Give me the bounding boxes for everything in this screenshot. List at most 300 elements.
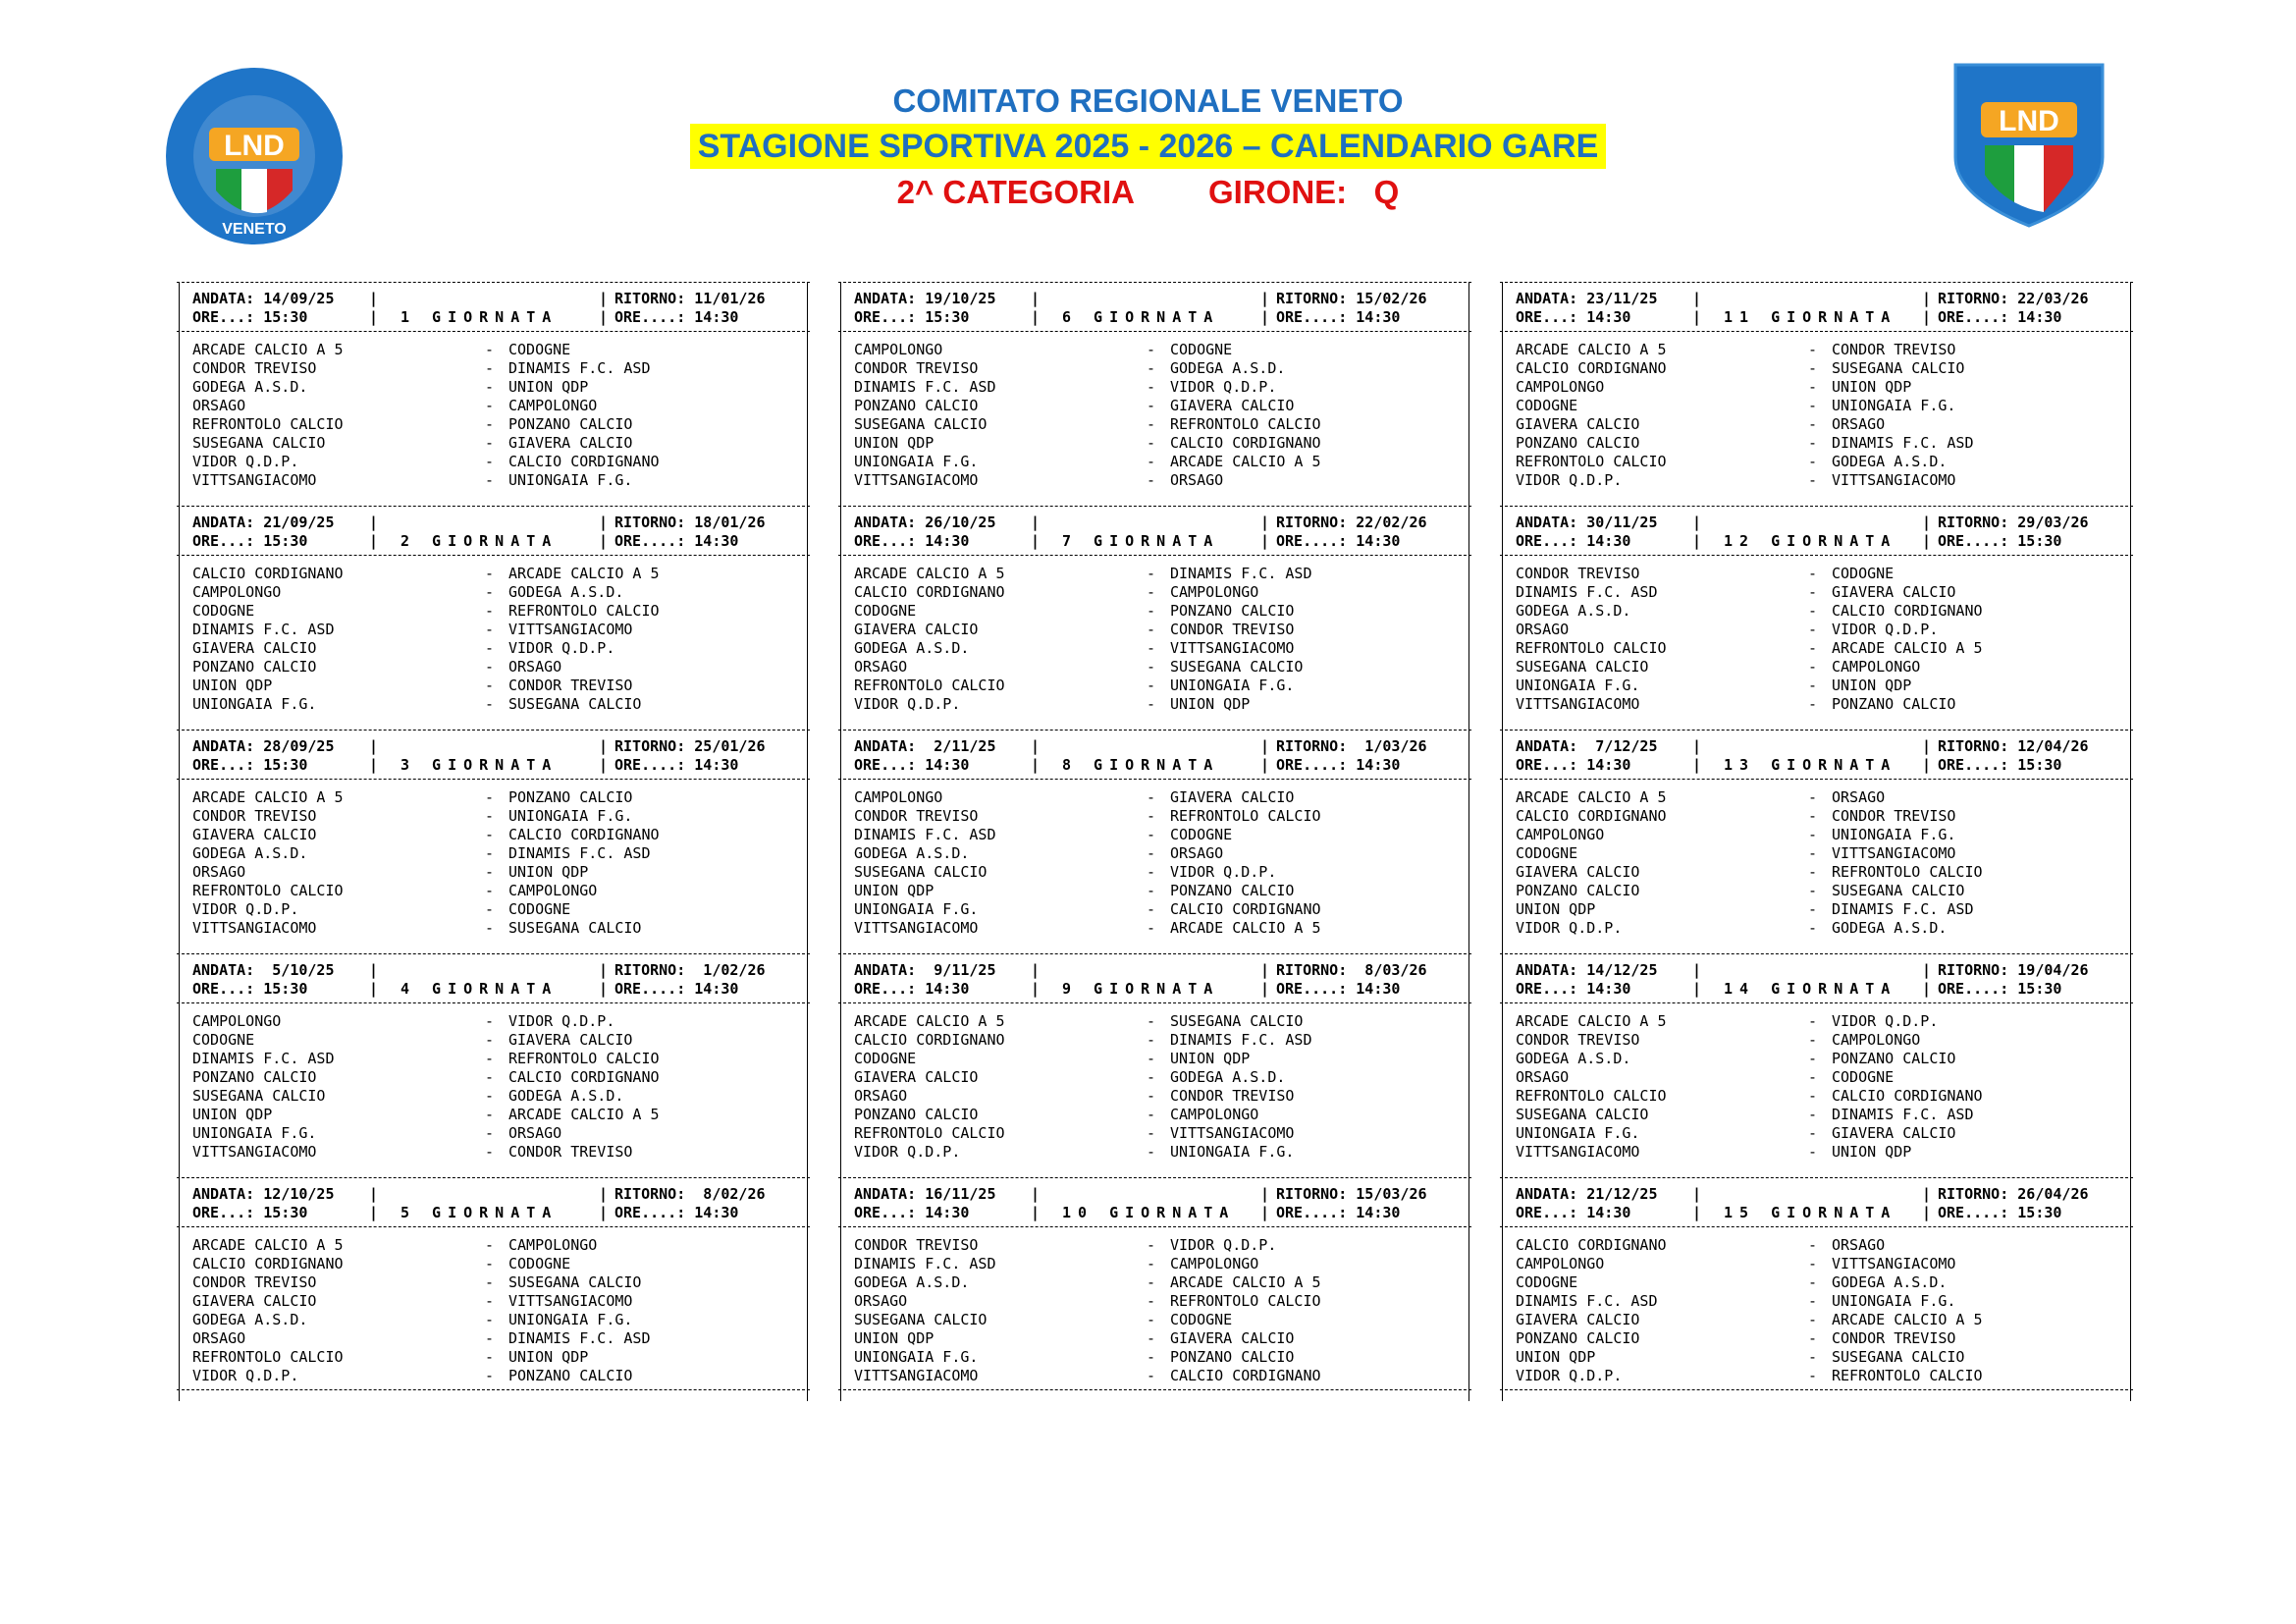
home-team: DINAMIS F.C. ASD	[1516, 1292, 1658, 1310]
match-row: CAMPOLONGO - UNION QDP	[1516, 378, 1912, 396]
home-team: CODOGNE	[1516, 844, 1578, 862]
home-team: CALCIO CORDIGNANO	[854, 1031, 1005, 1049]
match-row: ARCADE CALCIO A 5 - PONZANO CALCIO	[192, 788, 633, 806]
home-team: ARCADE CALCIO A 5	[192, 341, 344, 358]
home-team: CONDOR TREVISO	[1516, 1031, 1640, 1049]
match-row: VITTSANGIACOMO - ORSAGO	[854, 471, 1224, 489]
away-team: SUSEGANA CALCIO	[1832, 1348, 1965, 1366]
giornata-block: ANDATA: 26/10/25 | | RITORNO: 22/02/26 ORE...: 14:30 | 7 GIORNATA | ORE....: 14:30 ARCADE CALCIO A 5 - DINAMIS F.C. ASD CALCIO CORDIGNANO - CAMPOLONGO CODOGNE - PONZANO CALCIO GIAVERA CALCIO - CONDOR TREVISO GODEGA A.S.D. - VITTSANGIACOMO ORSAGO - SUSEGANA CALCIO REFRONTOLO CALCIO - UNIONGAIA F.G. VIDOR Q.D.P. - UNION QDP	[838, 504, 1471, 728]
away-team: CALCIO CORDIGNANO	[508, 453, 660, 470]
home-team: CONDOR TREVISO	[192, 1273, 317, 1291]
ritorno-time: ORE....: 15:30	[1938, 1204, 2062, 1221]
giornata-number: 5 GIORNATA	[400, 1204, 559, 1221]
match-row: CAMPOLONGO - GODEGA A.S.D.	[192, 583, 624, 601]
match-row: CODOGNE - UNION QDP	[854, 1050, 1251, 1067]
home-team: GODEGA A.S.D.	[192, 1311, 308, 1328]
home-team: VIDOR Q.D.P.	[854, 1143, 961, 1161]
match-row: PONZANO CALCIO - SUSEGANA CALCIO	[1516, 882, 1965, 899]
away-team: SUSEGANA CALCIO	[508, 695, 642, 713]
away-team: CAMPOLONGO	[1170, 1106, 1259, 1123]
away-team: SUSEGANA CALCIO	[1170, 1012, 1304, 1030]
away-team: VIDOR Q.D.P.	[508, 1012, 615, 1030]
home-team: UNION QDP	[854, 882, 934, 899]
ritorno-date: RITORNO: 19/04/26	[1938, 961, 2089, 979]
match-row: CAMPOLONGO - UNIONGAIA F.G.	[1516, 826, 1956, 843]
away-team: UNION QDP	[508, 1348, 589, 1366]
away-team: PONZANO CALCIO	[1832, 695, 1956, 713]
away-team: DINAMIS F.C. ASD	[1832, 434, 1974, 452]
ritorno-date: RITORNO: 1/03/26	[1276, 737, 1427, 755]
giornata-number: 6 GIORNATA	[1062, 308, 1220, 326]
home-team: VIDOR Q.D.P.	[1516, 1367, 1623, 1384]
match-row: ORSAGO - UNION QDP	[192, 863, 589, 881]
away-team: ORSAGO	[1832, 1236, 1886, 1254]
ritorno-date: RITORNO: 8/02/26	[614, 1185, 766, 1203]
away-team: PONZANO CALCIO	[1832, 1050, 1956, 1067]
away-team: CAMPOLONGO	[1170, 583, 1259, 601]
match-row: ARCADE CALCIO A 5 - DINAMIS F.C. ASD	[854, 565, 1312, 582]
andata-date: ANDATA: 14/12/25	[1516, 961, 1658, 979]
away-team: UNION QDP	[508, 378, 589, 396]
away-team: CALCIO CORDIGNANO	[1170, 900, 1321, 918]
andata-time: ORE...: 14:30	[1516, 756, 1631, 774]
home-team: CONDOR TREVISO	[854, 359, 979, 377]
home-team: SUSEGANA CALCIO	[854, 1311, 988, 1328]
away-team: PONZANO CALCIO	[1170, 602, 1295, 620]
match-row: ORSAGO - DINAMIS F.C. ASD	[192, 1329, 651, 1347]
match-row: ARCADE CALCIO A 5 - SUSEGANA CALCIO	[854, 1012, 1304, 1030]
away-team: CALCIO CORDIGNANO	[1832, 1087, 1983, 1105]
giornata-number: 4 GIORNATA	[400, 980, 559, 998]
away-team: CAMPOLONGO	[1832, 1031, 1921, 1049]
away-team: DINAMIS F.C. ASD	[1832, 1106, 1974, 1123]
match-row: CALCIO CORDIGNANO - ARCADE CALCIO A 5	[192, 565, 660, 582]
home-team: CAMPOLONGO	[1516, 826, 1605, 843]
away-team: CODOGNE	[1170, 826, 1233, 843]
away-team: GIAVERA CALCIO	[1170, 1329, 1295, 1347]
away-team: GIAVERA CALCIO	[1832, 1124, 1956, 1142]
home-team: CALCIO CORDIGNANO	[192, 1255, 344, 1272]
away-team: ORSAGO	[508, 1124, 562, 1142]
ritorno-time: ORE....: 14:30	[614, 1204, 739, 1221]
away-team: CALCIO CORDIGNANO	[1832, 602, 1983, 620]
committee-title: COMITATO REGIONALE VENETO	[892, 82, 1404, 119]
away-team: ARCADE CALCIO A 5	[1832, 1311, 1983, 1328]
home-team: GIAVERA CALCIO	[192, 826, 317, 843]
home-team: ARCADE CALCIO A 5	[1516, 341, 1667, 358]
match-row: CAMPOLONGO - VITTSANGIACOMO	[1516, 1255, 1956, 1272]
season-title: STAGIONE SPORTIVA 2025 - 2026 – CALENDARIO GARE	[690, 124, 1607, 169]
match-row: GIAVERA CALCIO - CONDOR TREVISO	[854, 621, 1295, 638]
away-team: CONDOR TREVISO	[1170, 621, 1295, 638]
match-row: VIDOR Q.D.P. - GODEGA A.S.D.	[1516, 919, 1948, 937]
match-row: VITTSANGIACOMO - CONDOR TREVISO	[192, 1143, 633, 1161]
home-team: REFRONTOLO CALCIO	[1516, 1087, 1667, 1105]
ritorno-date: RITORNO: 12/04/26	[1938, 737, 2089, 755]
home-team: GODEGA A.S.D.	[854, 844, 970, 862]
match-row: SUSEGANA CALCIO - CAMPOLONGO	[1516, 658, 1921, 676]
away-team: CONDOR TREVISO	[508, 1143, 633, 1161]
home-team: VIDOR Q.D.P.	[1516, 471, 1623, 489]
home-team: GODEGA A.S.D.	[854, 1273, 970, 1291]
giornata-block: ANDATA: 28/09/25 | | RITORNO: 25/01/26 ORE...: 15:30 | 3 GIORNATA | ORE....: 14:30 ARCADE CALCIO A 5 - PONZANO CALCIO CONDOR TREVISO - UNIONGAIA F.G. GIAVERA CALCIO - CALCIO CORDIGNANO GODEGA A.S.D. - DINAMIS F.C. ASD ORSAGO - UNION QDP REFRONTOLO CALCIO - CAMPOLONGO VIDOR Q.D.P. - CODOGNE VITTSANGIACOMO - SUSEGANA CALCIO	[177, 728, 810, 951]
andata-date: ANDATA: 14/09/25	[192, 290, 335, 307]
ritorno-date: RITORNO: 22/02/26	[1276, 514, 1427, 531]
match-row: PONZANO CALCIO - ORSAGO	[192, 658, 562, 676]
andata-date: ANDATA: 21/12/25	[1516, 1185, 1658, 1203]
match-row: CALCIO CORDIGNANO - DINAMIS F.C. ASD	[854, 1031, 1312, 1049]
away-team: CODOGNE	[1170, 1311, 1233, 1328]
giornata-block: ANDATA: 9/11/25 | | RITORNO: 8/03/26 ORE...: 14:30 | 9 GIORNATA | ORE....: 14:30 ARCADE CALCIO A 5 - SUSEGANA CALCIO CALCIO CORDIGNANO - DINAMIS F.C. ASD CODOGNE - UNION QDP GIAVERA CALCIO - GODEGA A.S.D. ORSAGO - CONDOR TREVISO PONZANO CALCIO - CAMPOLONGO REFRONTOLO CALCIO - VITTSANGIACOMO VIDOR Q.D.P. - UNIONGAIA F.G.	[838, 951, 1471, 1175]
away-team: REFRONTOLO CALCIO	[1170, 1292, 1321, 1310]
match-row: CODOGNE - VITTSANGIACOMO	[1516, 844, 1956, 862]
away-team: UNION QDP	[1832, 677, 1912, 694]
match-row: CAMPOLONGO - VIDOR Q.D.P.	[192, 1012, 615, 1030]
match-row: ORSAGO - SUSEGANA CALCIO	[854, 658, 1304, 676]
andata-time: ORE...: 14:30	[854, 532, 970, 550]
home-team: UNION QDP	[854, 1329, 934, 1347]
home-team: CAMPOLONGO	[854, 788, 943, 806]
home-team: CAMPOLONGO	[854, 341, 943, 358]
away-team: CONDOR TREVISO	[1832, 1329, 1956, 1347]
home-team: REFRONTOLO CALCIO	[1516, 453, 1667, 470]
home-team: CONDOR TREVISO	[1516, 565, 1640, 582]
away-team: PONZANO CALCIO	[1170, 1348, 1295, 1366]
away-team: UNIONGAIA F.G.	[508, 1311, 633, 1328]
ritorno-time: ORE....: 14:30	[614, 980, 739, 998]
away-team: VIDOR Q.D.P.	[1170, 863, 1277, 881]
home-team: CODOGNE	[1516, 397, 1578, 414]
match-row: GIAVERA CALCIO - ARCADE CALCIO A 5	[1516, 1311, 1983, 1328]
away-team: GODEGA A.S.D.	[1832, 453, 1948, 470]
match-row: CONDOR TREVISO - VIDOR Q.D.P.	[854, 1236, 1277, 1254]
giornata-block: ANDATA: 2/11/25 | | RITORNO: 1/03/26 ORE...: 14:30 | 8 GIORNATA | ORE....: 14:30 CAMPOLONGO - GIAVERA CALCIO CONDOR TREVISO - REFRONTOLO CALCIO DINAMIS F.C. ASD - CODOGNE GODEGA A.S.D. - ORSAGO SUSEGANA CALCIO - VIDOR Q.D.P. UNION QDP - PONZANO CALCIO UNIONGAIA F.G. - CALCIO CORDIGNANO VITTSANGIACOMO - ARCADE CALCIO A 5	[838, 728, 1471, 951]
home-team: CALCIO CORDIGNANO	[1516, 359, 1667, 377]
home-team: VITTSANGIACOMO	[854, 919, 979, 937]
andata-time: ORE...: 15:30	[192, 756, 308, 774]
home-team: VITTSANGIACOMO	[192, 919, 317, 937]
away-team: CODOGNE	[508, 900, 571, 918]
away-team: CALCIO CORDIGNANO	[1170, 434, 1321, 452]
match-row: VITTSANGIACOMO - UNION QDP	[1516, 1143, 1912, 1161]
match-row: VITTSANGIACOMO - PONZANO CALCIO	[1516, 695, 1956, 713]
away-team: GIAVERA CALCIO	[508, 1031, 633, 1049]
ritorno-time: ORE....: 14:30	[1276, 756, 1401, 774]
match-row: CAMPOLONGO - CODOGNE	[854, 341, 1233, 358]
away-team: UNION QDP	[1170, 1050, 1251, 1067]
match-row: PONZANO CALCIO - GIAVERA CALCIO	[854, 397, 1295, 414]
home-team: SUSEGANA CALCIO	[192, 1087, 326, 1105]
home-team: REFRONTOLO CALCIO	[854, 1124, 1005, 1142]
ritorno-time: ORE....: 14:30	[1276, 532, 1401, 550]
match-row: GIAVERA CALCIO - REFRONTOLO CALCIO	[1516, 863, 1983, 881]
match-row: CODOGNE - REFRONTOLO CALCIO	[192, 602, 660, 620]
home-team: REFRONTOLO CALCIO	[192, 1348, 344, 1366]
match-row: CODOGNE - PONZANO CALCIO	[854, 602, 1295, 620]
match-row: VIDOR Q.D.P. - CODOGNE	[192, 900, 571, 918]
home-team: VITTSANGIACOMO	[1516, 1143, 1640, 1161]
away-team: ORSAGO	[1170, 844, 1224, 862]
away-team: CALCIO CORDIGNANO	[508, 826, 660, 843]
home-team: ARCADE CALCIO A 5	[1516, 1012, 1667, 1030]
home-team: ORSAGO	[1516, 621, 1570, 638]
home-team: PONZANO CALCIO	[192, 658, 317, 676]
home-team: GODEGA A.S.D.	[854, 639, 970, 657]
ritorno-time: ORE....: 14:30	[614, 532, 739, 550]
home-team: DINAMIS F.C. ASD	[854, 1255, 996, 1272]
away-team: SUSEGANA CALCIO	[1832, 359, 1965, 377]
match-row: REFRONTOLO CALCIO - CAMPOLONGO	[192, 882, 598, 899]
away-team: ORSAGO	[508, 658, 562, 676]
away-team: ARCADE CALCIO A 5	[508, 565, 660, 582]
home-team: UNIONGAIA F.G.	[854, 453, 979, 470]
away-team: GIAVERA CALCIO	[1832, 583, 1956, 601]
match-row: ORSAGO - CAMPOLONGO	[192, 397, 598, 414]
away-team: CAMPOLONGO	[1832, 658, 1921, 676]
home-team: VITTSANGIACOMO	[192, 1143, 317, 1161]
away-team: REFRONTOLO CALCIO	[1170, 807, 1321, 825]
ritorno-time: ORE....: 14:30	[1276, 980, 1401, 998]
giornata-number: 2 GIORNATA	[400, 532, 559, 550]
match-row: DINAMIS F.C. ASD - REFRONTOLO CALCIO	[192, 1050, 660, 1067]
match-row: CONDOR TREVISO - SUSEGANA CALCIO	[192, 1273, 642, 1291]
home-team: DINAMIS F.C. ASD	[854, 378, 996, 396]
ritorno-date: RITORNO: 1/02/26	[614, 961, 766, 979]
schedule-column-2	[838, 280, 1471, 1399]
away-team: DINAMIS F.C. ASD	[508, 1329, 651, 1347]
home-team: GODEGA A.S.D.	[192, 844, 308, 862]
home-team: SUSEGANA CALCIO	[1516, 658, 1649, 676]
home-team: VIDOR Q.D.P.	[854, 695, 961, 713]
giornata-block: ANDATA: 5/10/25 | | RITORNO: 1/02/26 ORE...: 15:30 | 4 GIORNATA | ORE....: 14:30 CAMPOLONGO - VIDOR Q.D.P. CODOGNE - GIAVERA CALCIO DINAMIS F.C. ASD - REFRONTOLO CALCIO PONZANO CALCIO - CALCIO CORDIGNANO SUSEGANA CALCIO - GODEGA A.S.D. UNION QDP - ARCADE CALCIO A 5 UNIONGAIA F.G. - ORSAGO VITTSANGIACOMO - CONDOR TREVISO	[177, 951, 810, 1175]
away-team: CALCIO CORDIGNANO	[1170, 1367, 1321, 1384]
match-row: ORSAGO - VIDOR Q.D.P.	[1516, 621, 1939, 638]
ritorno-date: RITORNO: 8/03/26	[1276, 961, 1427, 979]
away-team: CAMPOLONGO	[508, 882, 598, 899]
match-row: REFRONTOLO CALCIO - CALCIO CORDIGNANO	[1516, 1087, 1983, 1105]
giornata-number: 7 GIORNATA	[1062, 532, 1220, 550]
home-team: REFRONTOLO CALCIO	[854, 677, 1005, 694]
away-team: PONZANO CALCIO	[1170, 882, 1295, 899]
andata-time: ORE...: 14:30	[1516, 980, 1631, 998]
away-team: GODEGA A.S.D.	[1170, 1068, 1286, 1086]
giornata-block: ANDATA: 14/12/25 | | RITORNO: 19/04/26 ORE...: 14:30 | 14 GIORNATA | ORE....: 15:30 ARCADE CALCIO A 5 - VIDOR Q.D.P. CONDOR TREVISO - CAMPOLONGO GODEGA A.S.D. - PONZANO CALCIO ORSAGO - CODOGNE REFRONTOLO CALCIO - CALCIO CORDIGNANO SUSEGANA CALCIO - DINAMIS F.C. ASD UNIONGAIA F.G. - GIAVERA CALCIO VITTSANGIACOMO - UNION QDP	[1500, 951, 2133, 1175]
match-row: VITTSANGIACOMO - CALCIO CORDIGNANO	[854, 1367, 1321, 1384]
home-team: VIDOR Q.D.P.	[192, 453, 299, 470]
home-team: SUSEGANA CALCIO	[1516, 1106, 1649, 1123]
away-team: REFRONTOLO CALCIO	[1832, 863, 1983, 881]
home-team: CODOGNE	[192, 1031, 255, 1049]
giornata-number: 15 GIORNATA	[1724, 1204, 1897, 1221]
giornata-number: 10 GIORNATA	[1062, 1204, 1236, 1221]
away-team: UNION QDP	[508, 863, 589, 881]
away-team: VIDOR Q.D.P.	[508, 639, 615, 657]
away-team: ORSAGO	[1832, 415, 1886, 433]
home-team: DINAMIS F.C. ASD	[854, 826, 996, 843]
home-team: CONDOR TREVISO	[192, 359, 317, 377]
match-row: UNION QDP - GIAVERA CALCIO	[854, 1329, 1295, 1347]
home-team: ARCADE CALCIO A 5	[192, 1236, 344, 1254]
giornata-block: ANDATA: 21/09/25 | | RITORNO: 18/01/26 ORE...: 15:30 | 2 GIORNATA | ORE....: 14:30 CALCIO CORDIGNANO - ARCADE CALCIO A 5 CAMPOLONGO - GODEGA A.S.D. CODOGNE - REFRONTOLO CALCIO DINAMIS F.C. ASD - VITTSANGIACOMO GIAVERA CALCIO - VIDOR Q.D.P. PONZANO CALCIO - ORSAGO UNION QDP - CONDOR TREVISO UNIONGAIA F.G. - SUSEGANA CALCIO	[177, 504, 810, 728]
match-row: UNIONGAIA F.G. - ORSAGO	[192, 1124, 562, 1142]
away-team: SUSEGANA CALCIO	[1832, 882, 1965, 899]
away-team: ARCADE CALCIO A 5	[1170, 919, 1321, 937]
home-team: UNIONGAIA F.G.	[1516, 677, 1640, 694]
away-team: CODOGNE	[508, 1255, 571, 1272]
match-row: SUSEGANA CALCIO - VIDOR Q.D.P.	[854, 863, 1277, 881]
home-team: CONDOR TREVISO	[854, 1236, 979, 1254]
away-team: SUSEGANA CALCIO	[1170, 658, 1304, 676]
home-team: ORSAGO	[1516, 1068, 1570, 1086]
ritorno-date: RITORNO: 18/01/26	[614, 514, 766, 531]
home-team: CALCIO CORDIGNANO	[1516, 1236, 1667, 1254]
away-team: DINAMIS F.C. ASD	[508, 359, 651, 377]
away-team: GODEGA A.S.D.	[508, 1087, 624, 1105]
match-row: UNION QDP - ARCADE CALCIO A 5	[192, 1106, 660, 1123]
andata-time: ORE...: 14:30	[1516, 1204, 1631, 1221]
match-row: VIDOR Q.D.P. - UNIONGAIA F.G.	[854, 1143, 1295, 1161]
match-row: UNION QDP - CALCIO CORDIGNANO	[854, 434, 1321, 452]
away-team: UNIONGAIA F.G.	[1832, 1292, 1956, 1310]
match-row: REFRONTOLO CALCIO - ARCADE CALCIO A 5	[1516, 639, 1983, 657]
match-row: GODEGA A.S.D. - ARCADE CALCIO A 5	[854, 1273, 1321, 1291]
match-row: PONZANO CALCIO - CAMPOLONGO	[854, 1106, 1259, 1123]
ritorno-time: ORE....: 15:30	[1938, 980, 2062, 998]
page-header	[0, 79, 2296, 216]
away-team: UNION QDP	[1170, 695, 1251, 713]
match-row: CALCIO CORDIGNANO - ORSAGO	[1516, 1236, 1886, 1254]
ritorno-time: ORE....: 14:30	[614, 308, 739, 326]
away-team: SUSEGANA CALCIO	[508, 1273, 642, 1291]
match-row: CONDOR TREVISO - CODOGNE	[1516, 565, 1895, 582]
home-team: ORSAGO	[854, 1292, 908, 1310]
giornata-number: 8 GIORNATA	[1062, 756, 1220, 774]
home-team: REFRONTOLO CALCIO	[192, 882, 344, 899]
home-team: VIDOR Q.D.P.	[192, 900, 299, 918]
match-row: CONDOR TREVISO - UNIONGAIA F.G.	[192, 807, 633, 825]
match-row: GODEGA A.S.D. - CALCIO CORDIGNANO	[1516, 602, 1983, 620]
away-team: REFRONTOLO CALCIO	[508, 1050, 660, 1067]
match-row: REFRONTOLO CALCIO - PONZANO CALCIO	[192, 415, 633, 433]
andata-time: ORE...: 15:30	[192, 532, 308, 550]
away-team: VITTSANGIACOMO	[1832, 471, 1956, 489]
match-row: REFRONTOLO CALCIO - VITTSANGIACOMO	[854, 1124, 1295, 1142]
giornata-block: ANDATA: 12/10/25 | | RITORNO: 8/02/26 ORE...: 15:30 | 5 GIORNATA | ORE....: 14:30 ARCADE CALCIO A 5 - CAMPOLONGO CALCIO CORDIGNANO - CODOGNE CONDOR TREVISO - SUSEGANA CALCIO GIAVERA CALCIO - VITTSANGIACOMO GODEGA A.S.D. - UNIONGAIA F.G. ORSAGO - DINAMIS F.C. ASD REFRONTOLO CALCIO - UNION QDP VIDOR Q.D.P. - PONZANO CALCIO	[177, 1175, 810, 1399]
away-team: DINAMIS F.C. ASD	[508, 844, 651, 862]
match-row: CALCIO CORDIGNANO - CONDOR TREVISO	[1516, 807, 1956, 825]
giornata-number: 1 GIORNATA	[400, 308, 559, 326]
away-team: VIDOR Q.D.P.	[1832, 621, 1939, 638]
match-row: ARCADE CALCIO A 5 - VIDOR Q.D.P.	[1516, 1012, 1939, 1030]
giornata-block: ANDATA: 14/09/25 | | RITORNO: 11/01/26 ORE...: 15:30 | 1 GIORNATA | ORE....: 14:30 ARCADE CALCIO A 5 - CODOGNE CONDOR TREVISO - DINAMIS F.C. ASD GODEGA A.S.D. - UNION QDP ORSAGO - CAMPOLONGO REFRONTOLO CALCIO - PONZANO CALCIO SUSEGANA CALCIO - GIAVERA CALCIO VIDOR Q.D.P. - CALCIO CORDIGNANO VITTSANGIACOMO - UNIONGAIA F.G.	[177, 280, 810, 504]
home-team: VITTSANGIACOMO	[1516, 695, 1640, 713]
away-team: PONZANO CALCIO	[508, 1367, 633, 1384]
match-row: SUSEGANA CALCIO - DINAMIS F.C. ASD	[1516, 1106, 1974, 1123]
home-team: UNIONGAIA F.G.	[192, 695, 317, 713]
andata-date: ANDATA: 12/10/25	[192, 1185, 335, 1203]
match-row: VIDOR Q.D.P. - VITTSANGIACOMO	[1516, 471, 1956, 489]
match-row: DINAMIS F.C. ASD - VIDOR Q.D.P.	[854, 378, 1277, 396]
home-team: PONZANO CALCIO	[1516, 882, 1640, 899]
home-team: CODOGNE	[854, 602, 917, 620]
ritorno-time: ORE....: 14:30	[1276, 1204, 1401, 1221]
away-team: CODOGNE	[1170, 341, 1233, 358]
home-team: GIAVERA CALCIO	[192, 639, 317, 657]
match-row: VITTSANGIACOMO - SUSEGANA CALCIO	[192, 919, 642, 937]
home-team: CAMPOLONGO	[192, 583, 282, 601]
andata-time: ORE...: 14:30	[854, 1204, 970, 1221]
match-row: CONDOR TREVISO - CAMPOLONGO	[1516, 1031, 1921, 1049]
away-team: PONZANO CALCIO	[508, 415, 633, 433]
away-team: ORSAGO	[1170, 471, 1224, 489]
away-team: UNION QDP	[1832, 1143, 1912, 1161]
away-team: CONDOR TREVISO	[508, 677, 633, 694]
match-row: SUSEGANA CALCIO - GODEGA A.S.D.	[192, 1087, 624, 1105]
away-team: GODEGA A.S.D.	[1832, 1273, 1948, 1291]
giornata-block: ANDATA: 19/10/25 | | RITORNO: 15/02/26 ORE...: 15:30 | 6 GIORNATA | ORE....: 14:30 CAMPOLONGO - CODOGNE CONDOR TREVISO - GODEGA A.S.D. DINAMIS F.C. ASD - VIDOR Q.D.P. PONZANO CALCIO - GIAVERA CALCIO SUSEGANA CALCIO - REFRONTOLO CALCIO UNION QDP - CALCIO CORDIGNANO UNIONGAIA F.G. - ARCADE CALCIO A 5 VITTSANGIACOMO - ORSAGO	[838, 280, 1471, 504]
andata-time: ORE...: 14:30	[854, 756, 970, 774]
match-row: CODOGNE - UNIONGAIA F.G.	[1516, 397, 1956, 414]
home-team: UNIONGAIA F.G.	[854, 1348, 979, 1366]
away-team: VITTSANGIACOMO	[1832, 844, 1956, 862]
match-row: ARCADE CALCIO A 5 - CONDOR TREVISO	[1516, 341, 1956, 358]
giornata-number: 11 GIORNATA	[1724, 308, 1897, 326]
ritorno-time: ORE....: 14:30	[1276, 308, 1401, 326]
home-team: CAMPOLONGO	[1516, 1255, 1605, 1272]
match-row: CALCIO CORDIGNANO - CAMPOLONGO	[854, 583, 1259, 601]
andata-time: ORE...: 14:30	[1516, 308, 1631, 326]
girone-value: Q	[1373, 174, 1400, 210]
away-team: CODOGNE	[1832, 565, 1895, 582]
svg-text:LND: LND	[1999, 105, 2059, 137]
ritorno-date: RITORNO: 26/04/26	[1938, 1185, 2089, 1203]
home-team: UNION QDP	[192, 677, 273, 694]
away-team: ORSAGO	[1832, 788, 1886, 806]
away-team: VITTSANGIACOMO	[508, 1292, 633, 1310]
giornata-block: ANDATA: 30/11/25 | | RITORNO: 29/03/26 ORE...: 14:30 | 12 GIORNATA | ORE....: 15:30 CONDOR TREVISO - CODOGNE DINAMIS F.C. ASD - GIAVERA CALCIO GODEGA A.S.D. - CALCIO CORDIGNANO ORSAGO - VIDOR Q.D.P. REFRONTOLO CALCIO - ARCADE CALCIO A 5 SUSEGANA CALCIO - CAMPOLONGO UNIONGAIA F.G. - UNION QDP VITTSANGIACOMO - PONZANO CALCIO	[1500, 504, 2133, 728]
andata-date: ANDATA: 19/10/25	[854, 290, 996, 307]
away-team: REFRONTOLO CALCIO	[1832, 1367, 1983, 1384]
away-team: CONDOR TREVISO	[1170, 1087, 1295, 1105]
andata-time: ORE...: 15:30	[192, 980, 308, 998]
home-team: VITTSANGIACOMO	[854, 1367, 979, 1384]
away-team: VITTSANGIACOMO	[1170, 1124, 1295, 1142]
giornata-number: 12 GIORNATA	[1724, 532, 1897, 550]
home-team: CAMPOLONGO	[1516, 378, 1605, 396]
away-team: UNIONGAIA F.G.	[1170, 677, 1295, 694]
home-team: CONDOR TREVISO	[854, 807, 979, 825]
home-team: CALCIO CORDIGNANO	[1516, 807, 1667, 825]
schedule-column-1	[177, 280, 810, 1399]
away-team: VITTSANGIACOMO	[508, 621, 633, 638]
away-team: ARCADE CALCIO A 5	[1170, 453, 1321, 470]
home-team: ORSAGO	[192, 1329, 246, 1347]
match-row: UNION QDP - CONDOR TREVISO	[192, 677, 633, 694]
match-row: PONZANO CALCIO - DINAMIS F.C. ASD	[1516, 434, 1974, 452]
home-team: GIAVERA CALCIO	[192, 1292, 317, 1310]
match-row: CALCIO CORDIGNANO - CODOGNE	[192, 1255, 571, 1272]
home-team: VITTSANGIACOMO	[192, 471, 317, 489]
match-row: ARCADE CALCIO A 5 - CAMPOLONGO	[192, 1236, 598, 1254]
home-team: UNIONGAIA F.G.	[1516, 1124, 1640, 1142]
home-team: CODOGNE	[192, 602, 255, 620]
home-team: GIAVERA CALCIO	[854, 621, 979, 638]
andata-date: ANDATA: 30/11/25	[1516, 514, 1658, 531]
home-team: CALCIO CORDIGNANO	[854, 583, 1005, 601]
andata-date: ANDATA: 23/11/25	[1516, 290, 1658, 307]
match-row: UNION QDP - SUSEGANA CALCIO	[1516, 1348, 1965, 1366]
home-team: GIAVERA CALCIO	[1516, 1311, 1640, 1328]
